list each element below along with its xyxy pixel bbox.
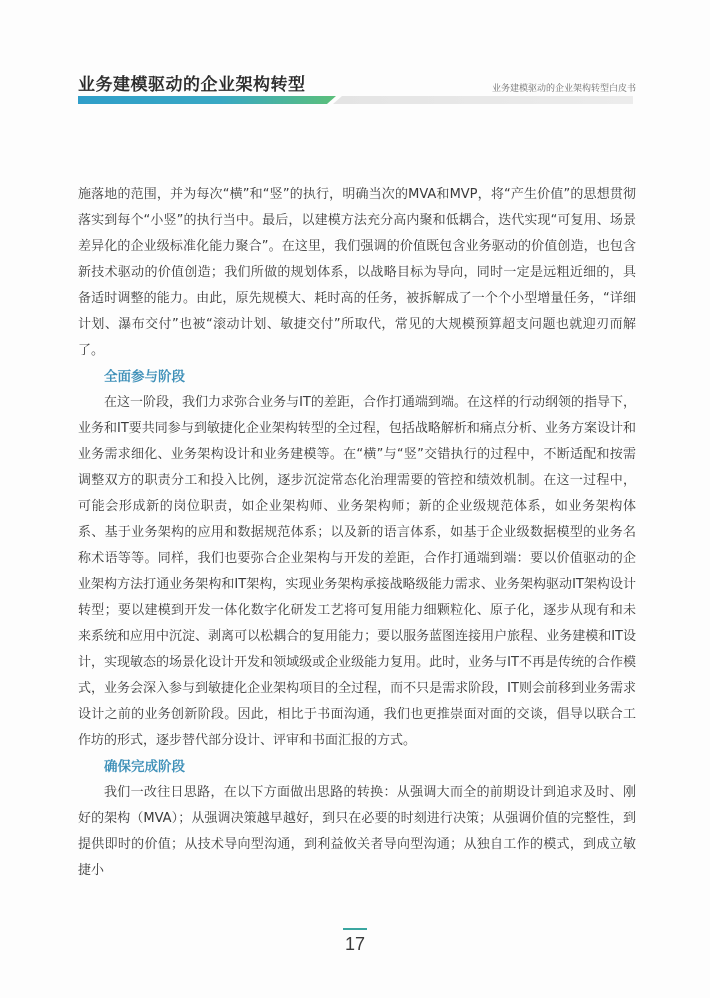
body-text bbox=[78, 182, 636, 884]
header-color-band bbox=[78, 96, 336, 104]
intro-paragraph: 施落地的范围，并为每次“横”和“竖”的执行，明确当次的MVA和MVP，将“产生价值”的思想贯彻落实到每个“小竖”的执行当中。最后，以建模方法充分高内聚和低耦合，迭代实现“可复用、场景差异化的企业级标准化能力聚合”。在这里，我们强调的价值既包含业务驱动的价值创造，也包含新技术驱动的价值创造；我们所做的规划体系，以战略目标为导向，同时一定是远粗近细的，具备适时调整的能力。由此，原先规模大、耗时高的任务，被拆解成了一个个小型增量任务，“详细计划、瀑布交付”也被“滚动计划、敏捷交付”所取代，常见的大规模预算超支问题也就迎刃而解了。 bbox=[78, 187, 636, 358]
full-participation-paragraph: 在这一阶段，我们力求弥合业务与IT的差距，合作打通端到端。在这样的行动纲领的指导下，业务和IT要共同参与到敏捷化企业架构转型的全过程，包括战略解析和痛点分析、业务方案设计和业务需求细化、业务架构设计和业务建模等。在“横”与“竖”交错执行的过程中，不断适配和按需调整双方的职责分工和投入比例，逐步沉淀常态化治理需要的管控和绩效机制。在这一过程中，可能会形成新的岗位职责，如企业架构师、业务架构师；新的企业级规范体系，如业务架构体系、基于业务架构的应用和数据规范体系；以及新的语言体系，如基于企业级数据模型的业务名称术语等等。同样，我们也要弥合企业架构与开发的差距，合作打通端到端：要以价值驱动的企业架构方法打通业务架构和IT架构，实现业务架构承接战略级能力需求、业务架构驱动IT架构设计转型；要以建模到开发一体化数字化研发工艺将可复用能力细颗粒化、原子化，逐步从现有和未来系统和应用中沉淀、剥离可以松耦合的复用能力；要以服务蓝图连接用户旅程、业务建模和IT设计，实现敏态的场景化设计开发和领域级或企业级能力复用。此时，业务与IT不再是传统的合作模式，业务会深入参与到敏捷化企业架构项目的全过程，而不只是需求阶段，IT则会前移到业务需求设计之前的业务创新阶段。因此，相比于书面沟通，我们也更推崇面对面的交谈，倡导以联合工作坊的形式，逐步替代部分设计、评审和书面汇报的方式。 bbox=[78, 395, 636, 748]
ensure-completion-paragraph: 我们一改往日思路，在以下方面做出思路的转换：从强调大而全的前期设计到追求及时、刚好的架构（MVA）；从强调决策越早越好，到只在必要的时刻进行决策；从强调价值的完整性，到提供即时的价值；从技术导向型沟通，到利益攸关者导向型沟通；从独自工作的模式，到成立敏捷小 bbox=[78, 785, 636, 878]
page-number: 17 bbox=[344, 934, 366, 954]
page-number-accent-line bbox=[343, 928, 367, 930]
running-header-subtitle: 业务建模驱动的企业架构转型白皮书 bbox=[491, 84, 636, 94]
running-header-title: 业务建模驱动的企业架构转型 bbox=[78, 75, 306, 95]
header-gray-band bbox=[333, 96, 633, 104]
section-heading-ensure-completion: 确保完成阶段 bbox=[104, 759, 185, 775]
section-heading-full-participation: 全面参与阶段 bbox=[104, 369, 185, 385]
